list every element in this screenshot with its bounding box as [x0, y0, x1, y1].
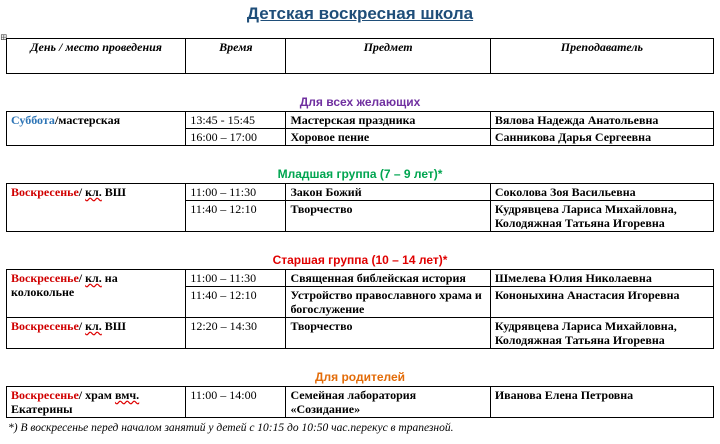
section-junior: Младшая группа (7 – 9 лет)* [7, 146, 714, 184]
teacher-cell: Кудрявцева Лариса Михайловна, Колодяжная Татьяна Игоревна [490, 318, 713, 349]
teacher-cell: Иванова Елена Петровна [490, 387, 713, 418]
section-senior: Старшая группа (10 – 14 лет)* [7, 232, 714, 270]
header-place: День / место проведения [7, 39, 186, 74]
place-prefix: / [78, 271, 86, 285]
time-cell: 11:00 – 14:00 [186, 387, 286, 418]
subject-cell: Творчество [286, 318, 490, 349]
place-cell [7, 112, 186, 146]
table-row [7, 270, 714, 287]
subject-cell: Мастерская праздника [286, 112, 490, 129]
table-row [7, 318, 714, 349]
time-cell: 13:45 - 15:45 [186, 112, 286, 129]
place-label: Екатерины [11, 402, 73, 416]
place-prefix: / храм [78, 388, 115, 402]
place-abbr: кл. [85, 319, 102, 333]
footnote: *) В воскресенье перед началом занятий у детей с 10:15 до 10:50 час.перекус в трапезной. [8, 422, 454, 434]
day-label: Воскресенье [11, 319, 79, 333]
place-label: /мастерская [54, 113, 121, 127]
day-label: Воскресенье [11, 271, 79, 285]
teacher-cell: Кононыхина Анастасия Игоревна [490, 287, 713, 318]
teacher-cell: Шмелева Юлия Николаевна [490, 270, 713, 287]
place-abbr: кл. [85, 271, 102, 285]
page-title: Детская воскресная школа [246, 4, 474, 23]
place-prefix: / [78, 185, 86, 199]
subject-cell: Священная библейская история [286, 270, 490, 287]
place-cell [7, 318, 186, 349]
section-row [7, 232, 714, 270]
day-label: Воскресенье [11, 185, 79, 199]
teacher-cell: Кудрявцева Лариса Михайловна, Колодяжная Татьяна Игоревна [490, 201, 713, 232]
table-row [7, 112, 714, 129]
teacher-cell: Соколова Зоя Васильевна [490, 184, 713, 201]
subject-cell: Устройство православного храма и богослужение [286, 287, 490, 318]
place-label: на колокольне [11, 271, 118, 299]
place-label: ВШ [101, 319, 126, 333]
section-row [7, 74, 714, 112]
subject-cell: Семейная лаборатория «Созидание» [286, 387, 490, 418]
table-row [7, 184, 714, 201]
day-label: Воскресенье [11, 388, 79, 402]
table-row [7, 387, 714, 418]
place-abbr: вмч. [114, 388, 140, 402]
teacher-cell: Вялова Надежда Анатольевна [490, 112, 713, 129]
section-row [7, 349, 714, 387]
time-cell: 11:00 – 11:30 [186, 184, 286, 201]
time-cell: 11:40 – 12:10 [186, 201, 286, 232]
time-cell: 12:20 – 14:30 [186, 318, 286, 349]
place-prefix: / [78, 319, 86, 333]
header-subject: Предмет [286, 39, 490, 74]
place-abbr: кл. [85, 185, 102, 199]
section-row [7, 146, 714, 184]
header-row [7, 39, 714, 74]
section-parents: Для родителей [7, 349, 714, 387]
subject-cell: Закон Божий [286, 184, 490, 201]
place-cell [7, 270, 186, 318]
place-cell [7, 387, 186, 418]
section-all: Для всех желающих [7, 74, 714, 112]
teacher-cell: Санникова Дарья Сергеевна [490, 129, 713, 146]
place-label: ВШ [101, 185, 126, 199]
schedule-table [6, 38, 714, 418]
header-teacher: Преподаватель [490, 39, 713, 74]
day-label: Суббота [11, 113, 55, 127]
time-cell: 11:00 – 11:30 [186, 270, 286, 287]
subject-cell: Хоровое пение [286, 129, 490, 146]
time-cell: 11:40 – 12:10 [186, 287, 286, 318]
place-cell [7, 184, 186, 232]
time-cell: 16:00 – 17:00 [186, 129, 286, 146]
header-time: Время [186, 39, 286, 74]
subject-cell: Творчество [286, 201, 490, 232]
table-anchor-icon[interactable]: ⊞ [0, 32, 8, 42]
